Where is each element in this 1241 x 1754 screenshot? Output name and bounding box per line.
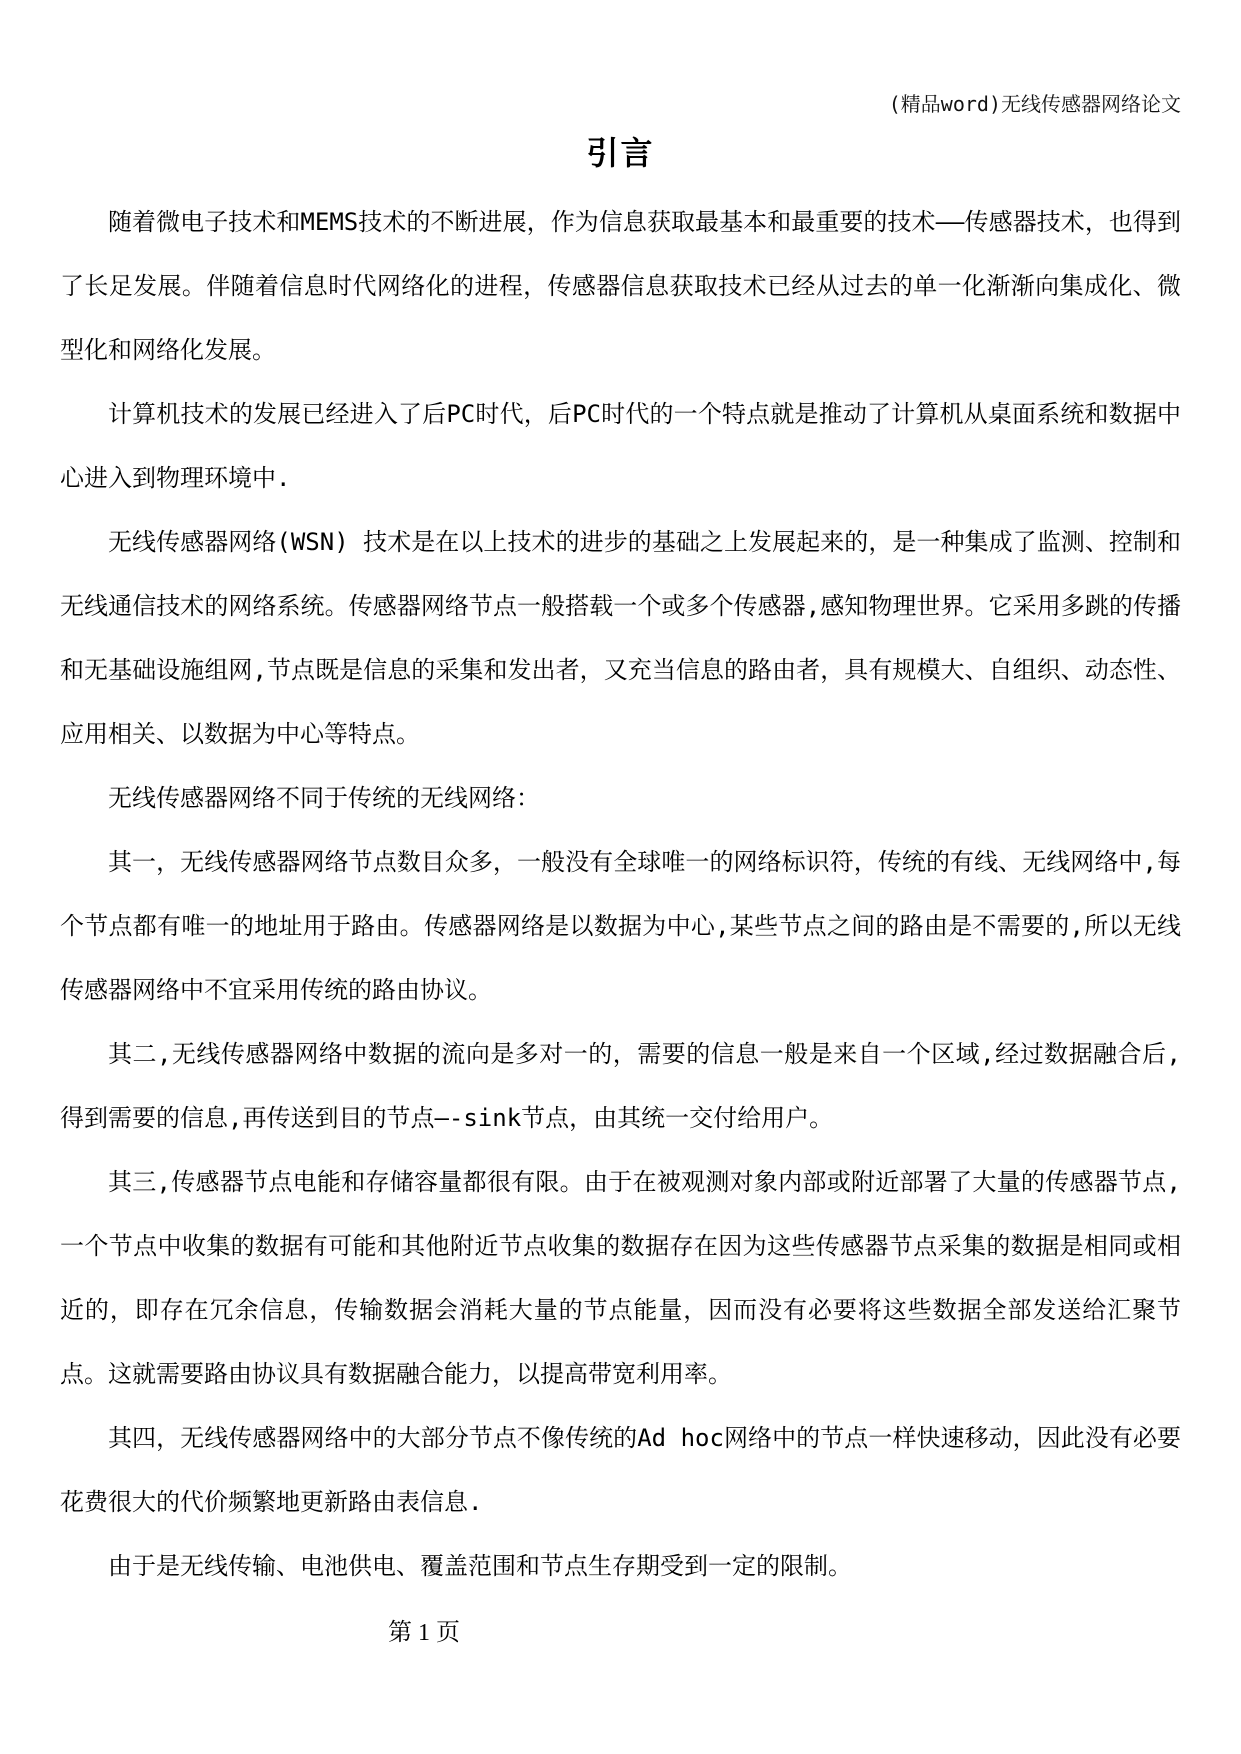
paragraph: 随着微电子技术和MEMS技术的不断进展，作为信息获取最基本和最重要的技术——传感器技术，也得到了长足发展。伴随着信息时代网络化的进程，传感器信息获取技术已经从过去的单一化渐渐向集成化、微型化和网络化发展。	[60, 208, 1181, 364]
paragraph: 其二,无线传感器网络中数据的流向是多对一的，需要的信息一般是来自一个区域,经过数据融合后,得到需要的信息,再传送到目的节点—-sink节点，由其统一交付给用户。	[60, 1040, 1181, 1132]
document-body	[60, 190, 1181, 1598]
paragraph: 其三,传感器节点电能和存储容量都很有限。由于在被观测对象内部或附近部署了大量的传感器节点,一个节点中收集的数据有可能和其他附近节点收集的数据存在因为这些传感器节点采集的数据是相同或相近的，即存在冗余信息，传输数据会消耗大量的节点能量，因而没有必要将这些数据全部发送给汇聚节点。这就需要路由协议具有数据融合能力，以提高带宽利用率。	[60, 1168, 1181, 1388]
paragraph: 其一，无线传感器网络节点数目众多，一般没有全球唯一的网络标识符，传统的有线、无线网络中,每个节点都有唯一的地址用于路由。传感器网络是以数据为中心,某些节点之间的路由是不需要的,所以无线传感器网络中不宜采用传统的路由协议。	[60, 848, 1181, 1004]
page-title: 引言	[586, 134, 655, 172]
paragraph: 无线传感器网络不同于传统的无线网络：	[108, 784, 540, 812]
paragraph: 计算机技术的发展已经进入了后PC时代，后PC时代的一个特点就是推动了计算机从桌面系统和数据中心进入到物理环境中.	[60, 400, 1181, 492]
paragraph: 无线传感器网络(WSN) 技术是在以上技术的进步的基础之上发展起来的，是一种集成了监测、控制和无线通信技术的网络系统。传感器网络节点一般搭载一个或多个传感器,感知物理世界。它采用多跳的传播和无基础设施组网,节点既是信息的采集和发出者，又充当信息的路由者，具有规模大、自组织、动态性、应用相关、以数据为中心等特点。	[60, 528, 1181, 748]
page-header: (精品word)无线传感器网络论文	[888, 92, 1181, 116]
paragraph: 其四，无线传感器网络中的大部分节点不像传统的Ad hoc网络中的节点一样快速移动，因此没有必要花费很大的代价频繁地更新路由表信息.	[60, 1424, 1181, 1516]
page-number: 第 1 页	[388, 1620, 460, 1646]
paragraph: 由于是无线传输、电池供电、覆盖范围和节点生存期受到一定的限制。	[108, 1552, 852, 1580]
